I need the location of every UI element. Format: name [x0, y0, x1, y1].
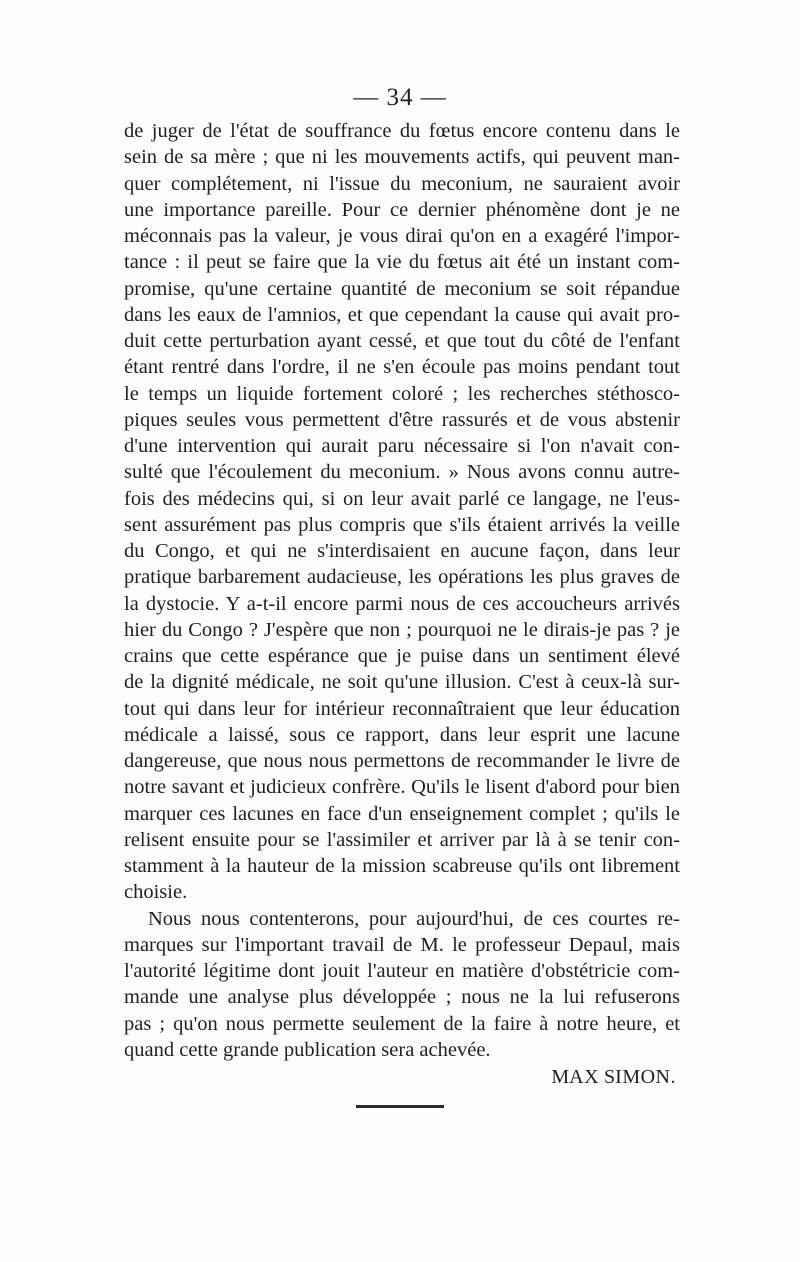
page-number: — 34 —	[353, 84, 447, 111]
text-line: le temps un liquide fortement coloré ; les recherches stéthosco-	[124, 382, 680, 405]
text-line: fois des médecins qui, si on leur avait parlé ce langage, ne l'eus-	[124, 487, 680, 510]
body-text	[124, 118, 680, 1091]
signature-rest: AX	[569, 1066, 600, 1088]
text-line: Nous nous contenterons, pour aujourd'hui, de ces courtes re-	[148, 907, 680, 930]
text-line: dangereuse, que nous nous permettons de recommander le livre de	[124, 750, 680, 772]
signature-initial: S	[604, 1066, 616, 1088]
text-line: pratique barbarement audacieuse, les opérations les plus graves de	[124, 566, 680, 589]
text-line: tance : il peut se faire que la vie du fœtus ait été un instant com-	[124, 251, 680, 274]
text-line: méconnais pas la valeur, je vous dirai qu'on en a exagéré l'impor-	[124, 225, 680, 247]
text-line: de juger de l'état de souffrance du fœtus encore contenu dans le	[124, 120, 680, 142]
text-line: marques sur l'important travail de M. le professeur Depaul, mais	[124, 933, 680, 956]
text-line: marquer ces lacunes en face d'un enseignement complet ; qu'ils le	[124, 802, 680, 825]
text-line: l'autorité légitime dont jouit l'auteur en matière d'obstétricie com-	[124, 960, 680, 982]
text-line: médicale a laissé, sous ce rapport, dans leur esprit une lacune	[124, 723, 680, 746]
text-line: crains que cette espérance que je puise dans un sentiment élevé	[124, 645, 680, 667]
text-line: la dystocie. Y a-t-il encore parmi nous de ces accoucheurs arrivés	[124, 592, 680, 615]
signature-rest: IMON.	[615, 1066, 676, 1088]
text-line: étant rentré dans l'ordre, il ne s'en écoule pas moins pendant tout	[124, 356, 680, 379]
text-line: sent assurément pas plus compris que s'ils étaient arrivés la veille	[124, 513, 680, 536]
text-line: tout qui dans leur for intérieur reconnaîtraient que leur éducation	[124, 697, 680, 720]
text-line: une importance pareille. Pour ce dernier phénomène dont je ne	[124, 198, 680, 221]
text-line: d'une intervention qui aurait paru nécessaire si l'on n'avait con-	[124, 435, 680, 457]
text-line: notre savant et judicieux confrère. Qu'ils le lisent d'abord pour bien	[124, 776, 680, 799]
text-line: promise, qu'une certaine quantité de meconium se soit répandue	[124, 277, 680, 300]
text-line: hier du Congo ? J'espère que non ; pourquoi ne le dirais-je pas ? je	[124, 618, 680, 641]
text-line: dans les eaux de l'amnios, et que cependant la cause qui avait pro-	[124, 303, 680, 326]
text-line: mande une analyse plus développée ; nous ne la lui refuserons	[124, 986, 680, 1009]
text-line: sulté que l'écoulement du meconium. » Nous avons connu autre-	[124, 461, 680, 484]
author-signature	[124, 1063, 680, 1091]
text-line: quand cette grande publication sera achevée.	[124, 1038, 491, 1061]
text-line: sein de sa mère ; que ni les mouvements actifs, qui peuvent man-	[124, 146, 680, 169]
text-line: piques seules vous permettent d'être rassurés et de vous abstenir	[124, 408, 680, 431]
text-line: stamment à la hauteur de la mission scabreuse qu'ils ont librement	[124, 855, 680, 877]
section-divider	[356, 1105, 444, 1108]
text-line: de la dignité médicale, ne soit qu'une illusion. C'est à ceux-là sur-	[124, 671, 680, 694]
signature-initial: M	[551, 1066, 570, 1088]
text-line: pas ; qu'on nous permette seulement de la faire à notre heure, et	[124, 1012, 680, 1035]
text-line: relisent ensuite pour se l'assimiler et arriver par là à se tenir con-	[124, 828, 680, 851]
text-line: choisie.	[124, 881, 188, 904]
text-line: duit cette perturbation ayant cessé, et que tout du côté de l'enfant	[124, 330, 680, 352]
text-line: du Congo, et qui ne s'interdisaient en aucune façon, dans leur	[124, 540, 680, 562]
text-line: quer complétement, ni l'issue du meconium, ne sauraient avoir	[124, 172, 680, 195]
